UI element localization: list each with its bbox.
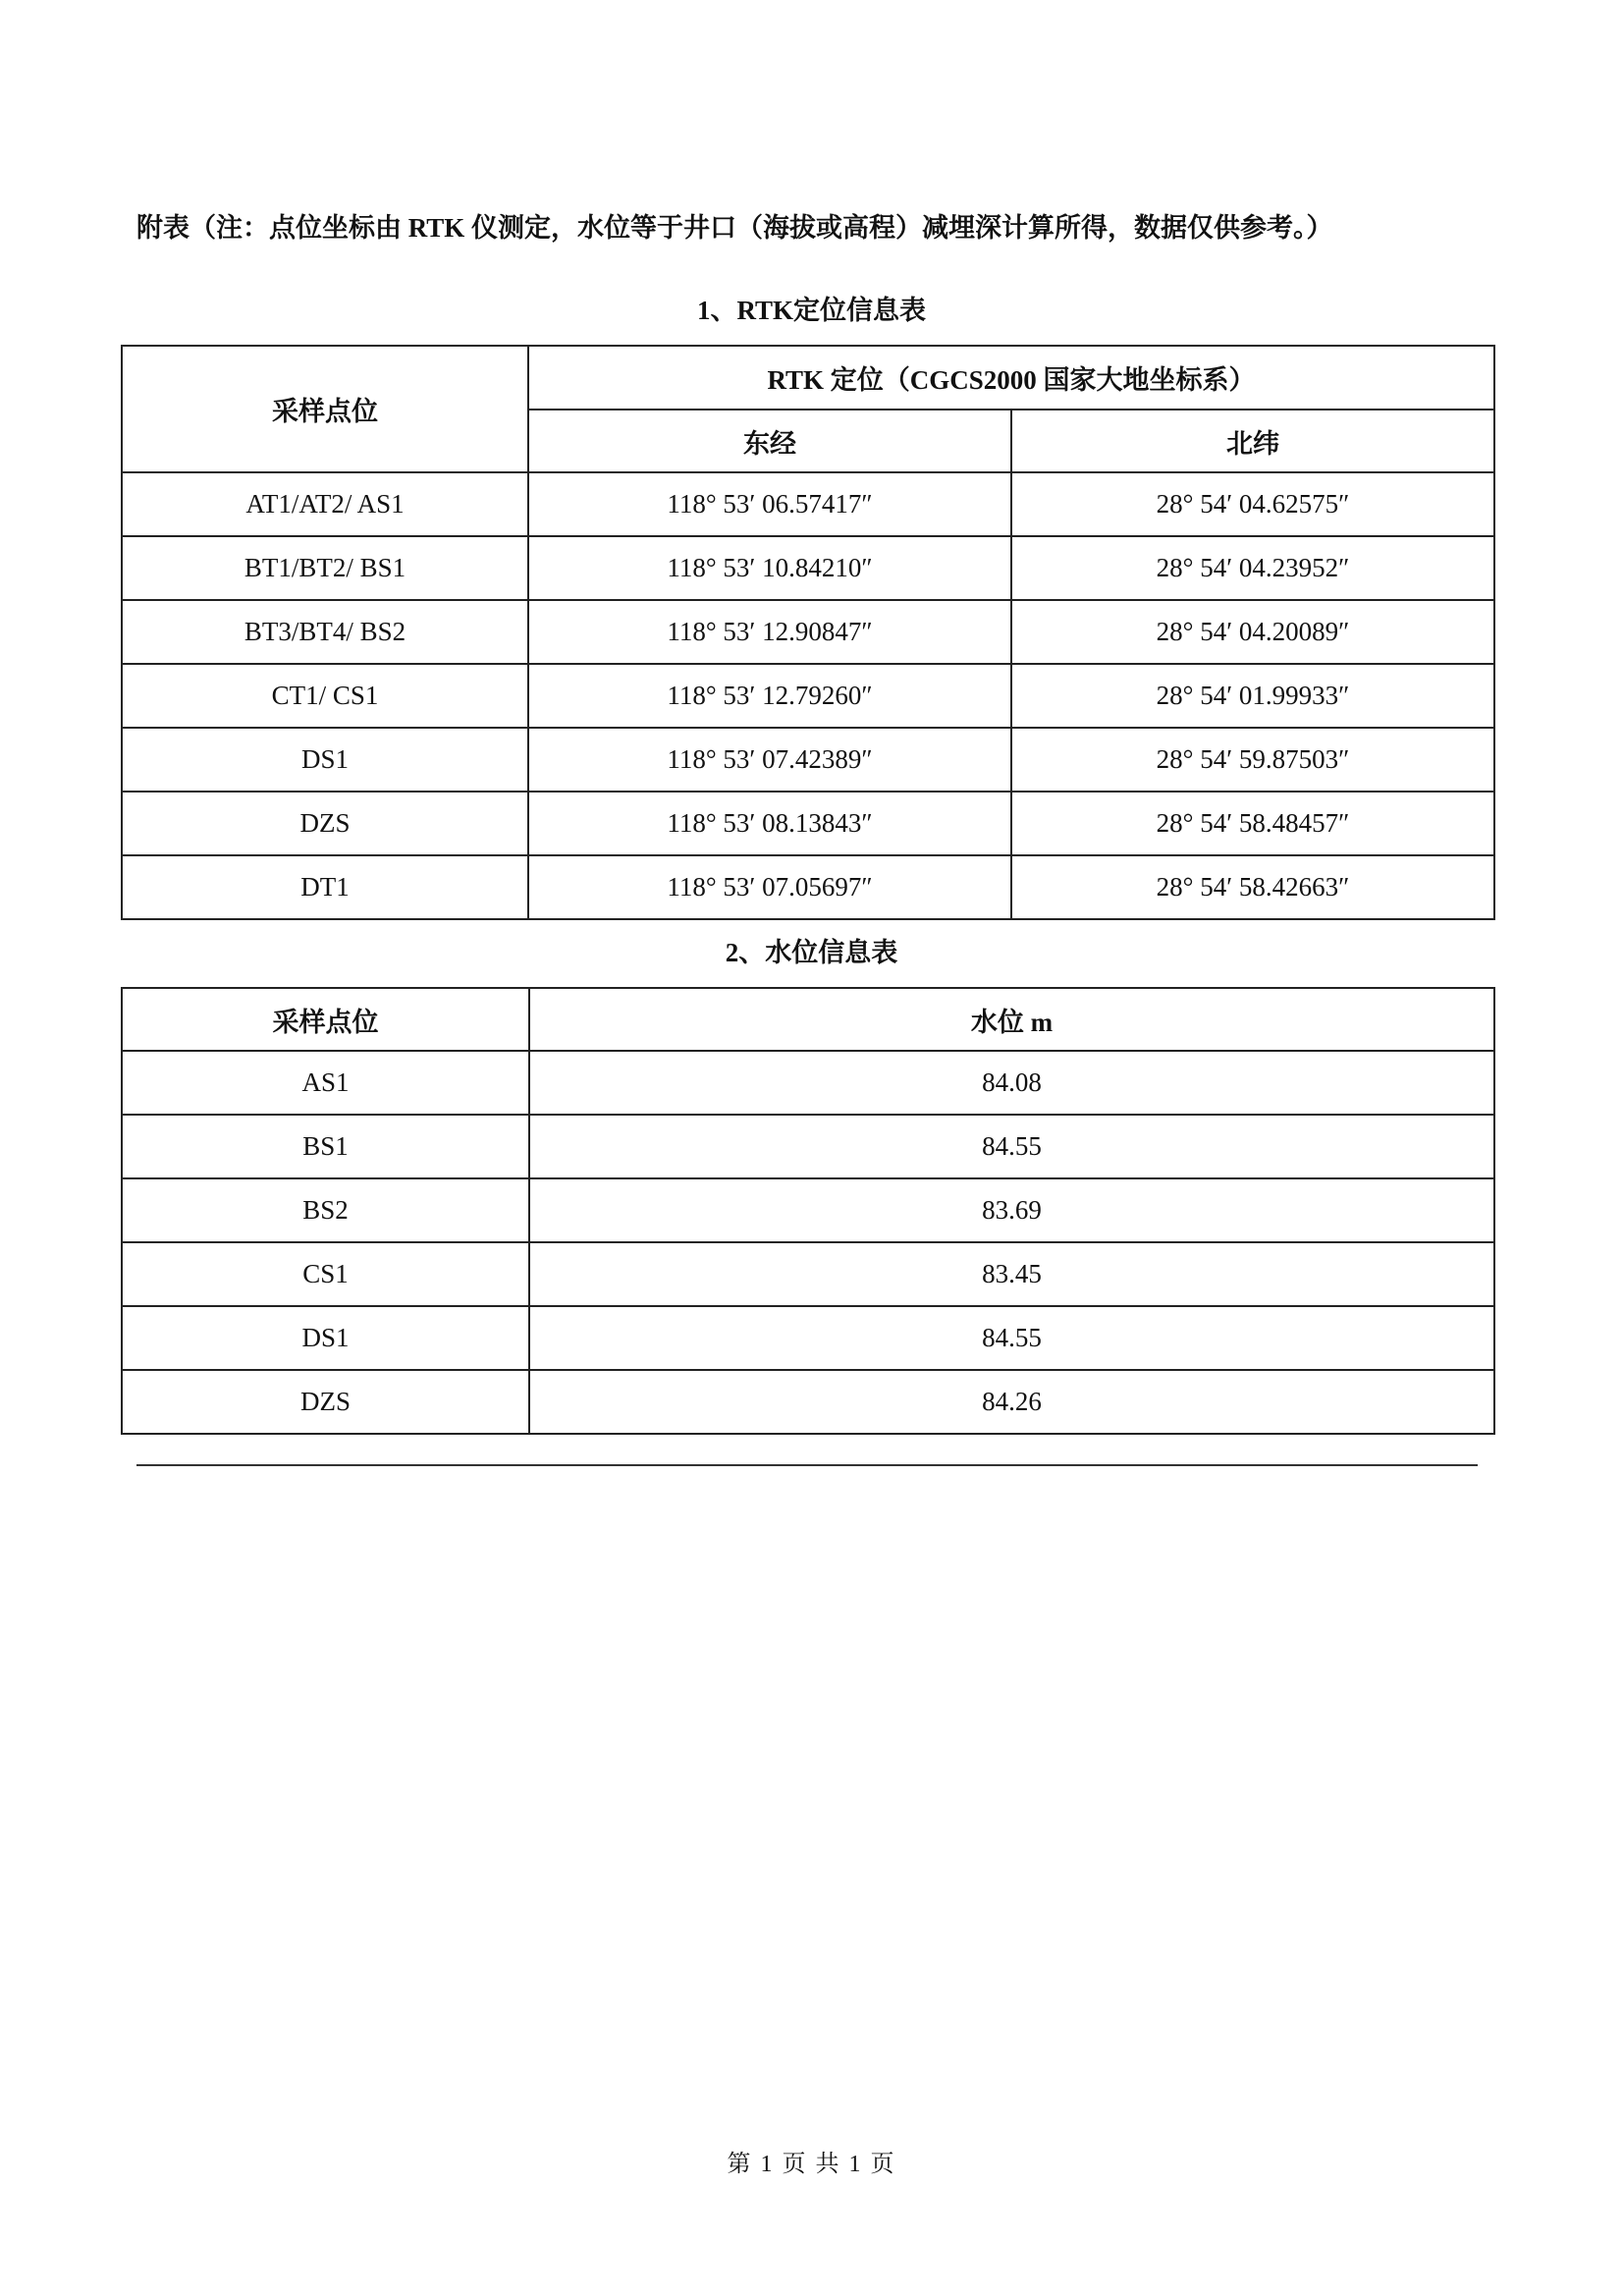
- point-cell: AT1/AT2/ AS1: [122, 472, 528, 536]
- table-row: [122, 1370, 1494, 1434]
- east-cell: 118° 53′ 07.42389″: [528, 728, 1011, 792]
- east-cell: 118° 53′ 12.90847″: [528, 600, 1011, 664]
- rtk-table-header-row: [122, 346, 1494, 410]
- point-cell: DZS: [122, 1370, 529, 1434]
- east-cell: 118° 53′ 10.84210″: [528, 536, 1011, 600]
- level-cell: 83.45: [529, 1242, 1494, 1306]
- level-cell: 84.08: [529, 1051, 1494, 1115]
- north-cell: 28° 54′ 58.42663″: [1011, 855, 1494, 919]
- east-cell: 118° 53′ 12.79260″: [528, 664, 1011, 728]
- point-cell: DS1: [122, 728, 528, 792]
- north-cell: 28° 54′ 04.20089″: [1011, 600, 1494, 664]
- point-cell: CT1/ CS1: [122, 664, 528, 728]
- east-cell: 118° 53′ 08.13843″: [528, 792, 1011, 855]
- point-cell: BT1/BT2/ BS1: [122, 536, 528, 600]
- end-divider: [136, 1464, 1478, 1466]
- table-row: [122, 1051, 1494, 1115]
- east-cell: 118° 53′ 06.57417″: [528, 472, 1011, 536]
- water-header-level: 水位 m: [529, 988, 1494, 1051]
- point-cell: DZS: [122, 792, 528, 855]
- point-cell: DS1: [122, 1306, 529, 1370]
- north-cell: 28° 54′ 04.62575″: [1011, 472, 1494, 536]
- table-row: [122, 855, 1494, 919]
- north-cell: 28° 54′ 01.99933″: [1011, 664, 1494, 728]
- level-cell: 83.69: [529, 1178, 1494, 1242]
- rtk-header-east: 东经: [528, 410, 1011, 472]
- rtk-header-north: 北纬: [1011, 410, 1494, 472]
- appendix-note: 附表（注：点位坐标由 RTK 仪测定，水位等于井口（海拔或高程）减埋深计算所得，数据仅供参考。）: [136, 213, 1333, 243]
- table-row: [122, 1178, 1494, 1242]
- point-cell: DT1: [122, 855, 528, 919]
- table-row: [122, 600, 1494, 664]
- north-cell: 28° 54′ 04.23952″: [1011, 536, 1494, 600]
- level-cell: 84.55: [529, 1115, 1494, 1178]
- table-row: [122, 664, 1494, 728]
- point-cell: CS1: [122, 1242, 529, 1306]
- north-cell: 28° 54′ 58.48457″: [1011, 792, 1494, 855]
- table-row: [122, 792, 1494, 855]
- water-table-caption: 2、水位信息表: [725, 938, 898, 967]
- water-table-header-row: [122, 988, 1494, 1051]
- rtk-table-caption: 1、RTK定位信息表: [696, 296, 927, 325]
- table-row: [122, 1115, 1494, 1178]
- table-row: [122, 1242, 1494, 1306]
- table-row: [122, 728, 1494, 792]
- rtk-header-point: 采样点位: [122, 346, 528, 472]
- water-header-point: 采样点位: [122, 988, 529, 1051]
- east-cell: 118° 53′ 07.05697″: [528, 855, 1011, 919]
- rtk-table: [121, 345, 1495, 920]
- table-row: [122, 472, 1494, 536]
- point-cell: BT3/BT4/ BS2: [122, 600, 528, 664]
- point-cell: BS1: [122, 1115, 529, 1178]
- north-cell: 28° 54′ 59.87503″: [1011, 728, 1494, 792]
- level-cell: 84.26: [529, 1370, 1494, 1434]
- table-row: [122, 536, 1494, 600]
- point-cell: BS2: [122, 1178, 529, 1242]
- page-footer: 第 1 页 共 1 页: [727, 2152, 896, 2177]
- table-row: [122, 1306, 1494, 1370]
- level-cell: 84.55: [529, 1306, 1494, 1370]
- point-cell: AS1: [122, 1051, 529, 1115]
- rtk-header-group: RTK 定位（CGCS2000 国家大地坐标系）: [528, 346, 1494, 410]
- water-table: [121, 987, 1495, 1435]
